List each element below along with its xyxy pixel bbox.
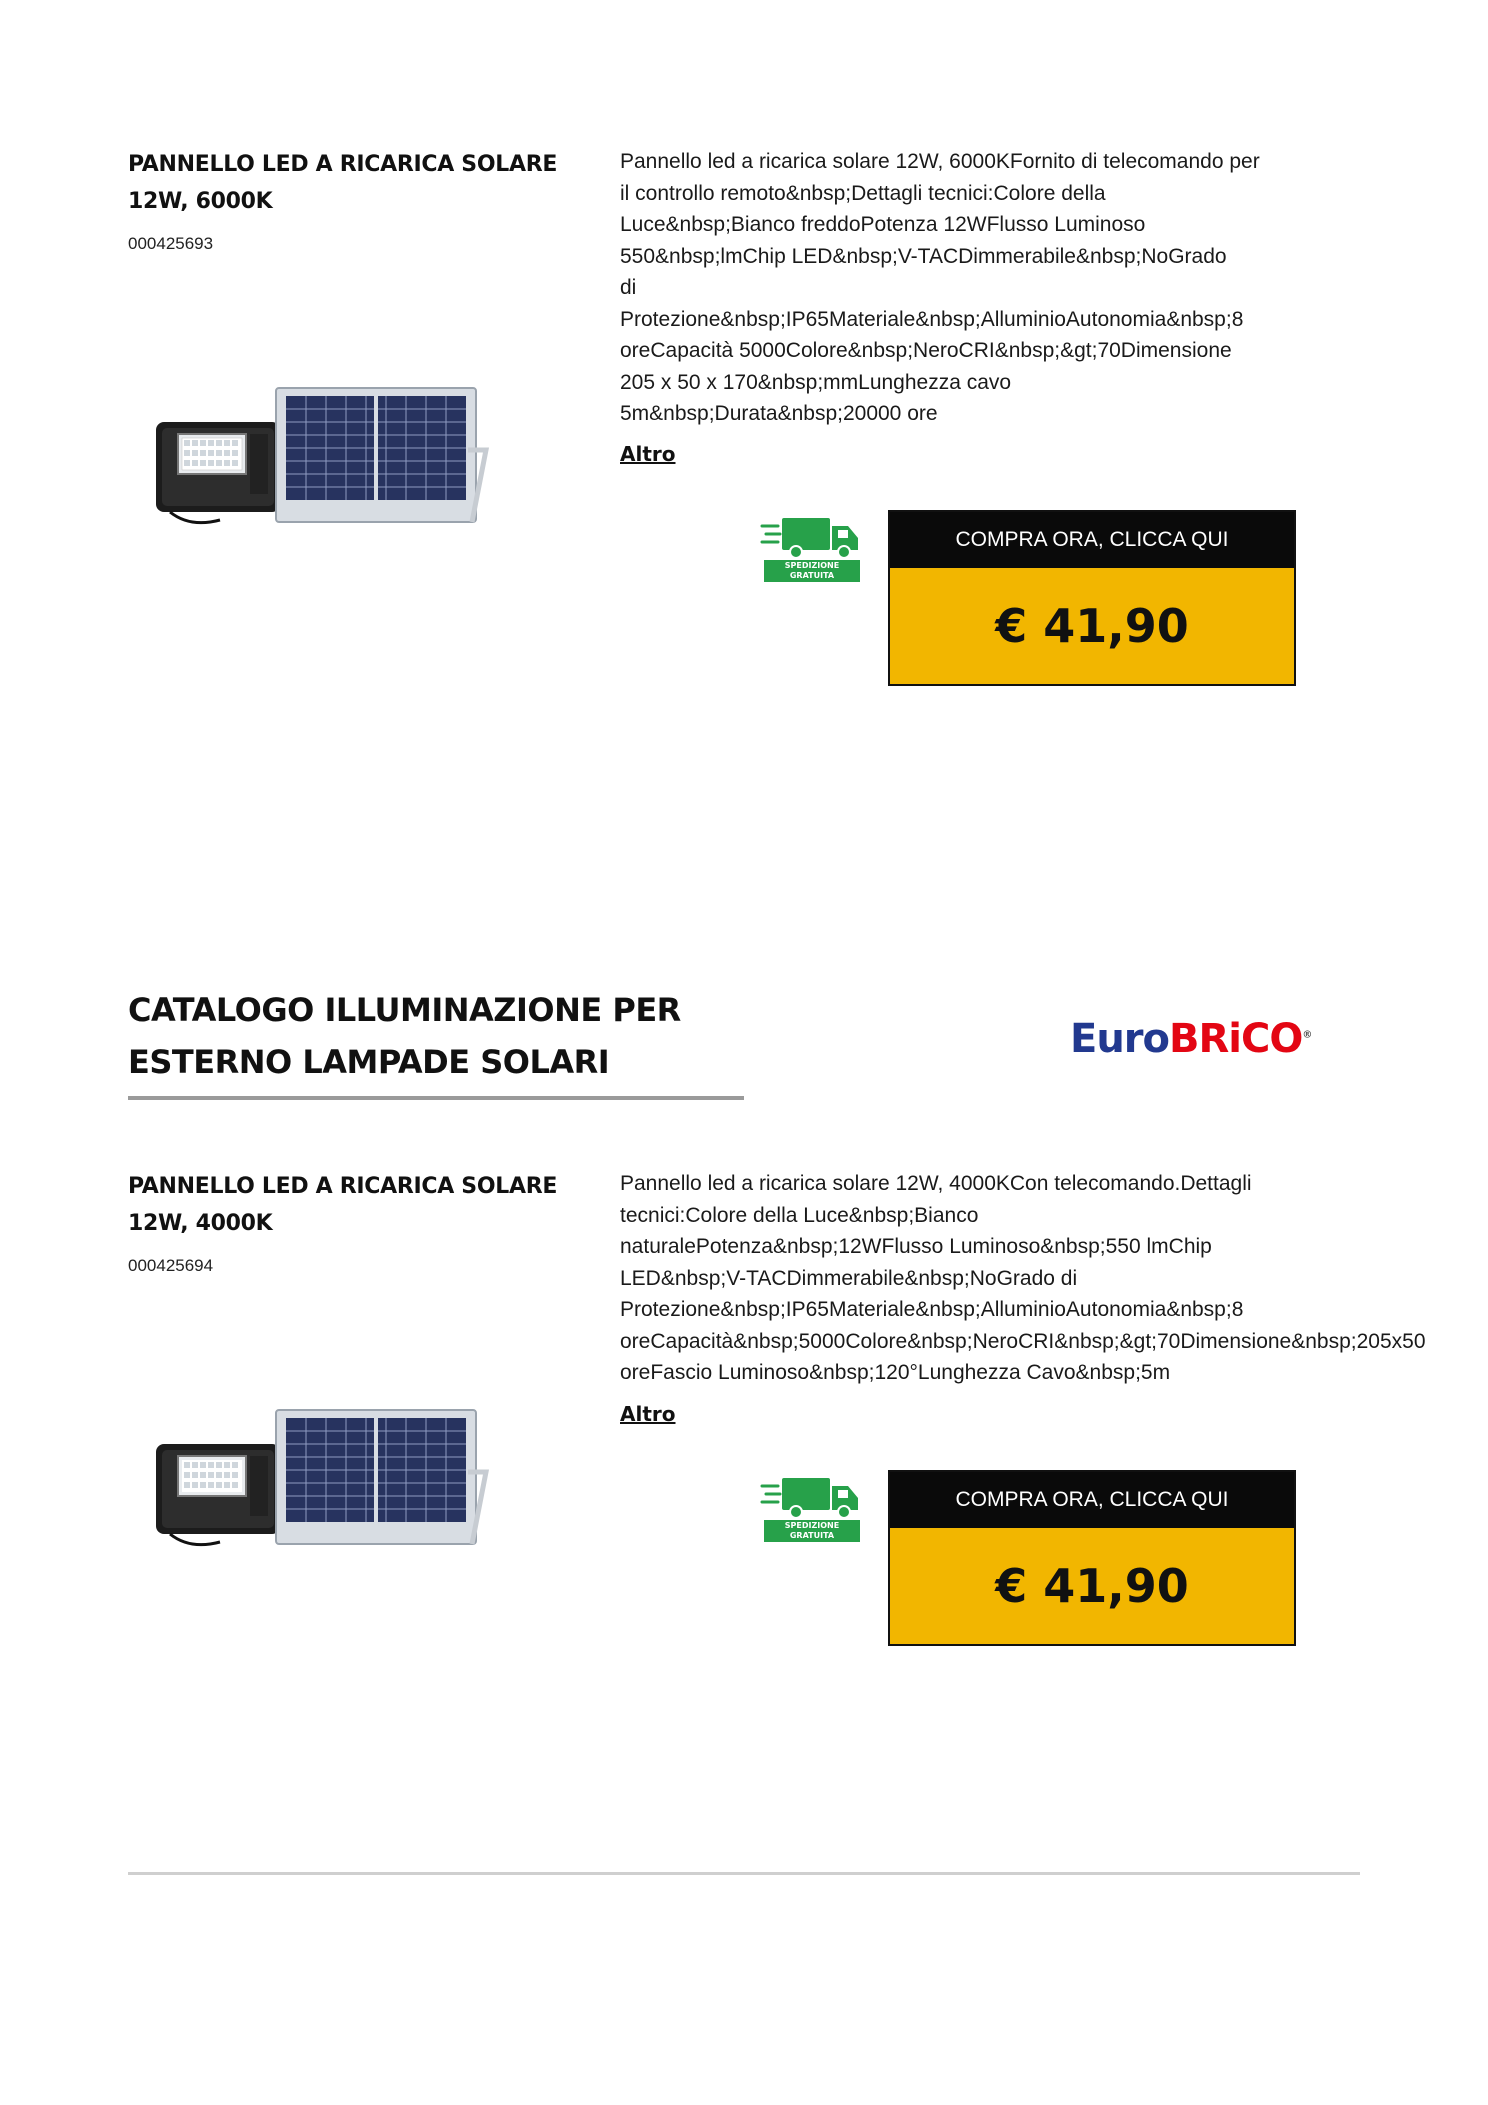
eurobrico-logo [1070, 1016, 1311, 1062]
badge-text-line: SPEDIZIONE [784, 1521, 840, 1530]
product-title [128, 1168, 588, 1242]
solar-floodlight-illustration [150, 380, 490, 530]
product-title-line: PANNELLO LED A RICARICA SOLARE [128, 152, 558, 177]
logo-part: BRiCO [1169, 1016, 1303, 1062]
description-line: il controllo remoto&nbsp;Dettagli tecnici:Colore della [620, 181, 1106, 205]
description-line: oreFascio Luminoso&nbsp;120°Lunghezza Cavo&nbsp;5m [620, 1361, 1171, 1384]
description-line: oreCapacità&nbsp;5000Colore&nbsp;NeroCRI&nbsp;&gt;70Dimensione&nbsp;205x50 [620, 1329, 1426, 1353]
free-shipping-badge [760, 1472, 864, 1544]
badge-text [764, 560, 860, 583]
buy-now-label: COMPRA ORA, CLICCA QUI [890, 1472, 1294, 1528]
description-line: Protezione&nbsp;IP65Materiale&nbsp;AlluminioAutonomia&nbsp;8 [620, 307, 1244, 331]
product-description [620, 1168, 1488, 1389]
more-link[interactable]: Altro [620, 1402, 676, 1426]
description-line: LED&nbsp;V-TACDimmerabile&nbsp;NoGrado di [620, 1266, 1078, 1290]
description-line: 550&nbsp;lmChip LED&nbsp;V-TACDimmerabile&nbsp;NoGrado [620, 244, 1227, 268]
product-image [150, 380, 490, 530]
more-link[interactable]: Altro [620, 442, 676, 466]
product-title-line: PANNELLO LED A RICARICA SOLARE [128, 1174, 558, 1199]
catalog-title-line: ESTERNO LAMPADE SOLARI [128, 1043, 610, 1081]
description-line: 5m&nbsp;Durata&nbsp;20000 ore [620, 402, 938, 425]
description-line: Luce&nbsp;Bianco freddoPotenza 12WFlusso Luminoso [620, 213, 1146, 236]
product-title-line: 12W, 6000K [128, 189, 273, 214]
product-description [620, 146, 1300, 430]
description-line: 205 x 50 x 170&nbsp;mmLunghezza cavo [620, 370, 1012, 394]
badge-text-line: SPEDIZIONE [784, 561, 840, 570]
badge-text [764, 1520, 860, 1543]
free-shipping-badge [760, 512, 864, 584]
registered-mark: ® [1302, 1029, 1312, 1041]
logo-part: Euro [1070, 1016, 1170, 1062]
description-line: Pannello led a ricarica solare 12W, 4000KCon telecomando.Dettagli [620, 1172, 1252, 1195]
catalog-title [128, 984, 748, 1088]
product-code: 000425694 [128, 1256, 214, 1275]
catalog-title-line: CATALOGO ILLUMINAZIONE PER [128, 991, 681, 1029]
solar-floodlight-illustration [150, 1402, 490, 1552]
buy-now-label: COMPRA ORA, CLICCA QUI [890, 512, 1294, 568]
description-line: naturalePotenza&nbsp;12WFlusso Luminoso&nbsp;550 lmChip [620, 1235, 1212, 1258]
buy-now-button[interactable] [888, 1470, 1296, 1646]
title-underline [128, 1096, 744, 1100]
description-line: Protezione&nbsp;IP65Materiale&nbsp;AlluminioAutonomia&nbsp;8 [620, 1298, 1244, 1321]
badge-text-line: GRATUITA [789, 1531, 835, 1540]
description-line: di [620, 276, 637, 299]
description-line: oreCapacità 5000Colore&nbsp;NeroCRI&nbsp;&gt;70Dimensione [620, 339, 1232, 362]
product-code: 000425693 [128, 234, 214, 253]
description-line: tecnici:Colore della Luce&nbsp;Bianco [620, 1203, 979, 1227]
product-title [128, 146, 588, 220]
price: € 41,90 [890, 1528, 1294, 1644]
product-card [0, 1160, 1488, 1680]
product-card [0, 0, 1488, 700]
buy-now-button[interactable] [888, 510, 1296, 686]
description-line: Pannello led a ricarica solare 12W, 6000KFornito di telecomando per [620, 150, 1260, 173]
product-title-line: 12W, 4000K [128, 1211, 273, 1236]
price: € 41,90 [890, 568, 1294, 684]
footer-divider [128, 1872, 1360, 1875]
product-image [150, 1402, 490, 1552]
badge-text-line: GRATUITA [789, 571, 835, 580]
